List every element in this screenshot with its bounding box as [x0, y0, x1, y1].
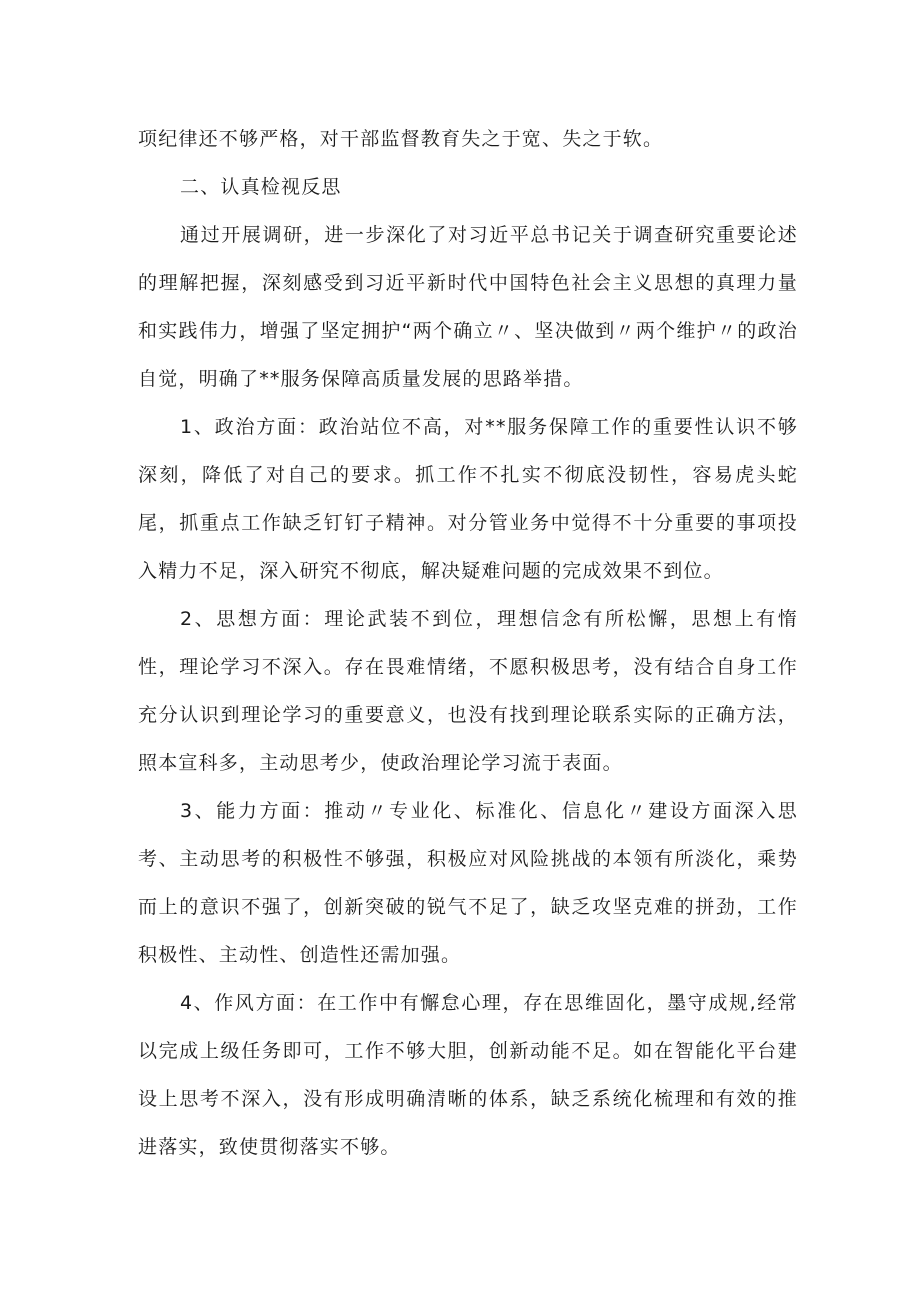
intro-paragraph: 通过开展调研，进一步深化了对习近平总书记关于调查研究重要论述的理解把握，深刻感受到习近平新时代中国特色社会主义思想的真理力量和实践伟力，增强了坚定拥护“两个确立〃、坚决做到〃两个维护〃的政治自觉，明确了**服务保障高质量发展的思路举措。 [138, 224, 798, 390]
continuation-paragraph: 项纪律还不够严格，对干部监督教育失之于宽、失之于软。 [138, 128, 664, 150]
section-heading: 二、认真检视反思 [180, 176, 342, 198]
document-body [138, 115, 798, 1171]
item-paragraph-style: 4、作风方面：在工作中有懈怠心理，存在思维固化，墨守成规,经常以完成上级任务即可，工作不够大胆，创新动能不足。如在智能化平台建设上思考不深入，没有形成明确清晰的体系，缺乏系统化梳理和有效的推进落实，致使贯彻落实不够。 [138, 992, 798, 1158]
item-paragraph-ability: 3、能力方面：推动〃专业化、标准化、信息化〃建设方面深入思考、主动思考的积极性不够强，积极应对风险挑战的本领有所淡化，乘势而上的意识不强了，创新突破的锐气不足了，缺乏攻坚克难的拼劲，工作积极性、主动性、创造性还需加强。 [138, 800, 798, 966]
item-paragraph-thought: 2、思想方面：理论武装不到位，理想信念有所松懈，思想上有惰性，理论学习不深入。存在畏难情绪，不愿积极思考，没有结合自身工作充分认识到理论学习的重要意义，也没有找到理论联系实际的正确方法，照本宣科多，主动思考少，使政治理论学习流于表面。 [138, 608, 798, 774]
item-paragraph-political: 1、政治方面：政治站位不高，对**服务保障工作的重要性认识不够深刻，降低了对自己的要求。抓工作不扎实不彻底没韧性，容易虎头蛇尾，抓重点工作缺乏钉钉子精神。对分管业务中觉得不十分重要的事项投入精力不足，深入研究不彻底，解决疑难问题的完成效果不到位。 [138, 416, 798, 582]
